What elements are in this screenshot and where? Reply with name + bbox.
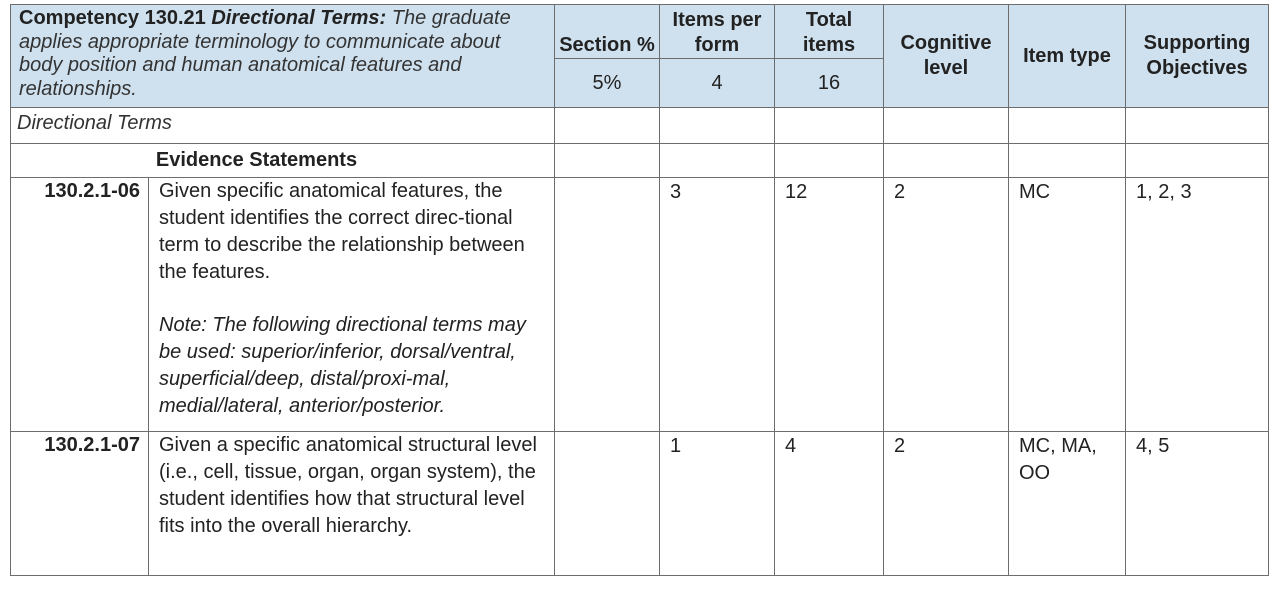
item-type-header: Item type [1009,5,1126,108]
supporting-objectives-header: Supporting Objectives [1126,5,1269,108]
items-per-form-value: 4 [660,59,775,108]
table-row [11,432,1269,576]
row-section [555,432,660,576]
row-code: 130.2.1-06 [11,178,149,432]
row-section [555,178,660,432]
items-per-form-header: Items per form [660,5,775,59]
row-description [149,432,555,576]
competency-table [10,4,1269,576]
table-row [11,178,1269,432]
row-cognitive-level: 2 [884,432,1009,576]
row-items-per-form: 1 [660,432,775,576]
row-description [149,178,555,432]
row-total-items: 12 [775,178,884,432]
section-title: Directional Terms [11,108,555,144]
row-item-type: MC [1009,178,1126,432]
row-objectives: 1, 2, 3 [1126,178,1269,432]
row-items-per-form: 3 [660,178,775,432]
row-total-items: 4 [775,432,884,576]
competency-header [11,5,555,108]
row-text: Given a specific anatomical structural level (i.e., cell, tissue, organ, organ system), the student identifies how that structural level fits into the overall hierarchy. [159,434,537,537]
row-cognitive-level: 2 [884,178,1009,432]
evidence-statements-title: Evidence Statements [11,144,555,178]
row-item-type: MC, MA, OO [1009,432,1126,576]
row-code: 130.2.1-07 [11,432,149,576]
row-text: Given specific anatomical features, the student identifies the correct direc-tional term to describe the relationship between the features. [159,180,525,283]
competency-title: Directional Terms: [211,7,387,29]
total-items-value: 16 [775,59,884,108]
section-percent-value: 5% [555,59,660,108]
competency-prefix: Competency 130.21 [19,7,212,29]
competency-description: The graduate applies appropriate terminology to communicate about body position and human anatomical features and relationships. [19,7,511,100]
section-percent-header: Section % [555,5,660,59]
row-objectives: 4, 5 [1126,432,1269,576]
row-note: Note: The following directional terms may be used: superior/inferior, dorsal/ventral, superficial/deep, distal/proxi-mal, medial/lateral, anterior/posterior. [159,314,526,417]
cognitive-level-header: Cognitive level [884,5,1009,108]
total-items-header: Total items [775,5,884,59]
